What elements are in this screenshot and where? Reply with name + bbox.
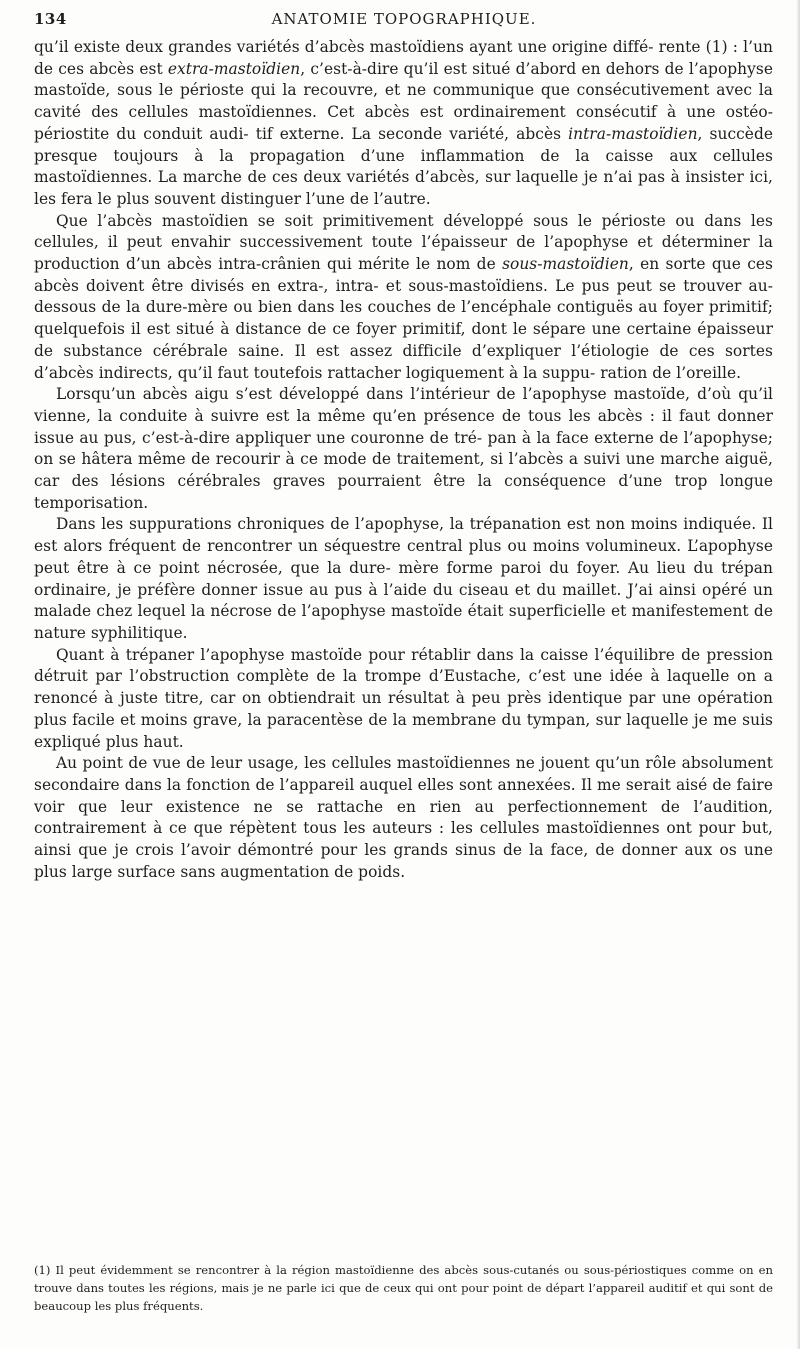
italic-term: extra-mastoïdien [167, 59, 301, 78]
text-run: qu’il existe deux grandes variétés d’abcès mastoïdiens ayant une origine diffé- rente (1) : l’un de ces abcès est [34, 38, 773, 78]
text-run: Que l’abcès mastoïdien se soit primitivement développé sous le périoste ou dans les cellules, il peut envahir successivement toute l’épaisseur de l’apophyse et déterminer la production d’un abcès intra-crânien qui mérite le nom de [34, 211, 773, 274]
footnote [34, 1261, 773, 1315]
footnote-text: (1) Il peut évidemment se rencontrer à la région mastoïdienne des abcès sous-cutanés ou sous-périostiques comme on en trouve dans toutes les régions, mais je ne parle ici que de ceux qui ont pour point de départ l’appareil auditif et qui sont de beaucoup les plus fréquents. [34, 1263, 773, 1313]
body-text [34, 37, 773, 883]
paragraph-2 [34, 211, 773, 385]
page-number: 134 [34, 10, 67, 28]
paragraph-5: Quant à trépaner l’apophyse mastoïde pour rétablir dans la caisse l’équilibre de pression détruit par l’obstruction complète de la trompe d’Eustache, c’est une idée à laquelle on a renoncé à juste titre, car on obtiendrait un résultat à peu près identique par une opération plus facile et moins grave, la paracentèse de la membrane du tympan, sur laquelle je me suis expliqué plus haut. [34, 645, 773, 751]
text-run: , succède presque toujours à la propagation d’une inflammation de la caisse aux cellules mastoïdiennes. La marche de ces deux variétés d’abcès, sur laquelle je n’ai pas à insister ici, les fera le plus souvent distinguer l’une de l’autre. [34, 124, 773, 208]
page-edge-shadow [796, 0, 800, 1349]
paragraph-3: Lorsqu’un abcès aigu s’est développé dans l’intérieur de l’apophyse mastoïde, d’où qu’il vienne, la conduite à suivre est la même qu’en présence de tous les abcès : il faut donner issue au pus, c’est-à-dire appliquer une couronne de tré- pan à la face externe de l’apophyse; on se hâtera même de recourir à ce mode de traitement, si l’abcès a suivi une marche aiguë, car des lésions cérébrales graves pourraient être la conséquence d’une trop longue temporisation. [34, 385, 773, 512]
text-run: , c’est-à-dire qu’il est situé d’abord en dehors de l’apophyse mastoïde, sous le périoste qui la recouvre, et ne communique que consécutivement avec la cavité des cellules mastoïdiennes. Cet abcès est ordinairement consécutif à une ostéo-périostite du conduit audi- tif externe. La seconde variété, abcès [34, 59, 773, 143]
running-title: ANATOMIE TOPOGRAPHIQUE. [271, 10, 537, 28]
italic-term: sous-mastoïdien [502, 255, 629, 274]
running-head [34, 10, 774, 34]
paragraph-6: Au point de vue de leur usage, les cellules mastoïdiennes ne jouent qu’un rôle absolument secondaire dans la fonction de l’appareil auquel elles sont annexées. Il me serait aisé de faire voir que leur existence ne se rattache en rien au perfectionnement de l’audition, contrairement à ce que répètent tous les auteurs : les cellules mastoïdiennes ont pour but, ainsi que je crois l’avoir démontré pour les grands sinus de la face, de donner aux os une plus large surface sans augmentation de poids. [34, 754, 773, 881]
paragraph-1 [34, 37, 773, 211]
italic-term: intra-mastoïdien [568, 124, 698, 143]
text-run: , en sorte que ces abcès doivent être divisés en extra-, intra- et sous-mastoïdiens. Le pus peut se trouver au-dessous de la dure-mère ou bien dans les couches de l’encéphale contiguës au foyer primitif; quelquefois il est situé à distance de ce foyer primitif, dont le sépare une certaine épaisseur de substance cérébrale saine. Il est assez difficile d’expliquer l’étiologie de ces sortes d’abcès indirects, qu’il faut toutefois rattacher logiquement à la suppu- ration de l’oreille. [34, 255, 773, 382]
paragraph-4: Dans les suppurations chroniques de l’apophyse, la trépanation est non moins indiquée. Il est alors fréquent de rencontrer un séquestre central plus ou moins volumineux. L’apophyse peut être à ce point nécrosée, que la dure- mère forme paroi du foyer. Au lieu du trépan ordinaire, je préfère donner issue au pus à l’aide du ciseau et du maillet. J’ai ainsi opéré un malade chez lequel la nécrose de l’apophyse mastoïde était superficielle et manifestement de nature syphilitique. [34, 515, 773, 642]
